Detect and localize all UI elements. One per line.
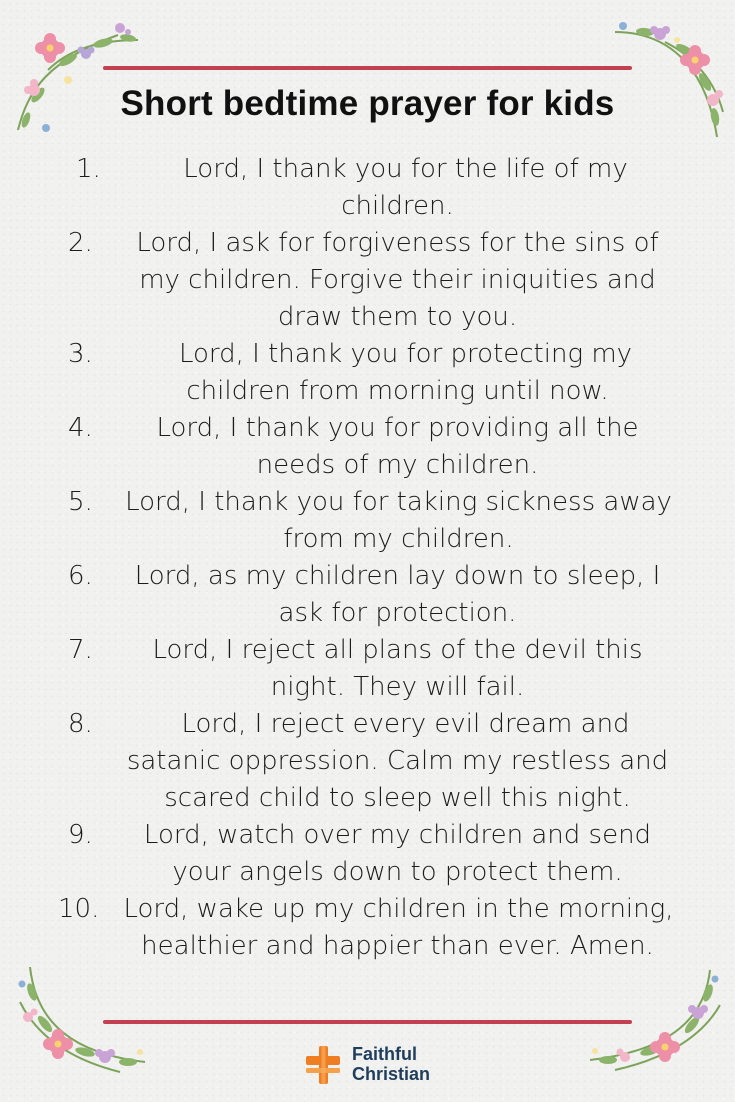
item-text-line: Lord, I thank you for protecting my bbox=[178, 339, 633, 369]
brand-line-1: Faithful bbox=[352, 1044, 417, 1064]
list-item bbox=[0, 558, 735, 632]
item-text-line: your angels down to protect them. bbox=[172, 857, 623, 887]
item-number: 8. bbox=[68, 709, 93, 739]
list-item bbox=[0, 410, 735, 484]
item-text-line: my children. Forgive their iniquities and bbox=[139, 265, 656, 295]
item-number: 2. bbox=[68, 228, 93, 258]
page-title: Short bedtime prayer for kids bbox=[120, 84, 615, 123]
item-text-line: children. bbox=[341, 191, 454, 221]
cross-logo-icon bbox=[300, 1042, 346, 1088]
item-text-line: Lord, I thank you for taking sickness away bbox=[125, 487, 672, 517]
item-text-line: children from morning until now. bbox=[186, 376, 609, 406]
item-number: 5. bbox=[68, 487, 93, 517]
brand-logo bbox=[300, 1042, 450, 1088]
item-text-line: Lord, I reject every evil dream and bbox=[181, 709, 630, 739]
item-text-line: Lord, wake up my children in the morning, bbox=[123, 894, 674, 924]
list-item bbox=[0, 484, 735, 558]
item-number: 1. bbox=[76, 154, 101, 184]
item-text-line: needs of my children. bbox=[256, 450, 539, 480]
list-item bbox=[0, 706, 735, 817]
list-item bbox=[0, 151, 735, 225]
list-item bbox=[0, 817, 735, 891]
item-number: 4. bbox=[68, 413, 93, 443]
item-number: 9. bbox=[68, 820, 93, 850]
item-number: 3. bbox=[68, 339, 93, 369]
item-text-line: Lord, I thank you for the life of my bbox=[183, 154, 628, 184]
bottom-divider bbox=[103, 1020, 632, 1024]
item-text-line: healthier and happier than ever. Amen. bbox=[141, 931, 654, 961]
top-divider bbox=[103, 66, 632, 70]
list-item bbox=[0, 632, 735, 706]
item-text-line: night. They will fail. bbox=[270, 672, 525, 702]
item-text-line: from my children. bbox=[283, 524, 514, 554]
brand-line-2: Christian bbox=[352, 1064, 431, 1084]
item-text-line: ask for protection. bbox=[278, 598, 517, 628]
item-text-line: Lord, as my children lay down to sleep, I bbox=[134, 561, 661, 591]
prayer-list bbox=[0, 151, 735, 965]
item-text-line: Lord, watch over my children and send bbox=[143, 820, 652, 850]
item-text-line: draw them to you. bbox=[277, 302, 518, 332]
list-item bbox=[0, 891, 735, 965]
list-item bbox=[0, 336, 735, 410]
item-text-line: scared child to sleep well this night. bbox=[164, 783, 631, 813]
item-number: 10. bbox=[58, 894, 100, 924]
list-item bbox=[0, 225, 735, 336]
item-text-line: Lord, I thank you for providing all the bbox=[156, 413, 639, 443]
item-number: 6. bbox=[68, 561, 93, 591]
item-text-line: satanic oppression. Calm my restless and bbox=[126, 746, 669, 776]
brand-name bbox=[352, 1044, 430, 1084]
item-text-line: Lord, I ask for forgiveness for the sins of bbox=[136, 228, 659, 258]
item-text-line: Lord, I reject all plans of the devil this bbox=[152, 635, 643, 665]
item-number: 7. bbox=[68, 635, 93, 665]
